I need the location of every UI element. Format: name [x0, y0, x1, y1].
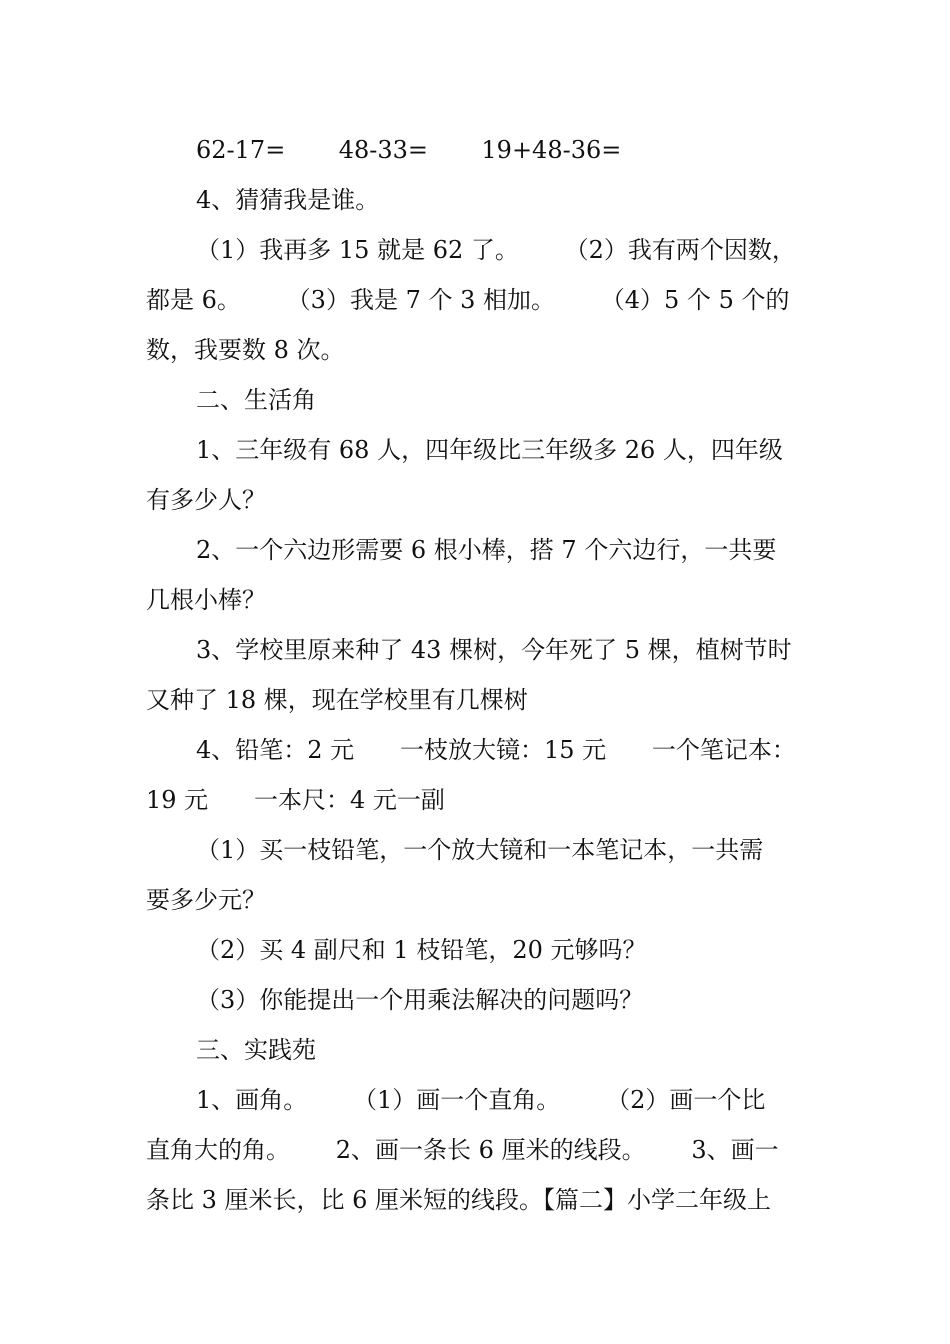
text-line: 4、猜猜我是谁。 [196, 186, 380, 214]
text-line: （1）买一枝铅笔，一个放大镜和一本笔记本，一共需 [196, 836, 764, 864]
text-line: 62-17= 48-33= 19+48-36= [196, 136, 622, 164]
text-line: 要多少元？ [146, 886, 266, 914]
text-line: 几根小棒？ [146, 586, 266, 614]
text-line: 都是 6。 （3）我是 7 个 3 相加。 （4）5 个 5 个的 [146, 286, 790, 314]
text-line: 又种了 18 棵，现在学校里有几棵树 [146, 686, 528, 714]
text-line: 条比 3 厘米长，比 6 厘米短的线段。【篇二】小学二年级上 [146, 1186, 772, 1214]
section-heading: 三、实践苑 [196, 1036, 316, 1064]
text-line: 4、铅笔：2 元 一枝放大镜：15 元 一个笔记本： [196, 736, 796, 764]
text-line: （1）我再多 15 就是 62 了。 （2）我有两个因数， [196, 236, 796, 264]
text-line: 1、画角。 （1）画一个直角。 （2）画一个比 [196, 1086, 766, 1114]
text-line: 数，我要数 8 次。 [146, 336, 345, 364]
text-line: （3）你能提出一个用乘法解决的问题吗？ [196, 986, 644, 1014]
text-line: 19 元 一本尺：4 元一副 [146, 786, 445, 814]
text-line: 直角大的角。 2、画一条长 6 厘米的线段。 3、画一 [146, 1136, 779, 1164]
text-line: 3、学校里原来种了 43 棵树，今年死了 5 棵，植树节时 [196, 636, 792, 664]
text-line: 1、三年级有 68 人，四年级比三年级多 26 人，四年级 [196, 436, 783, 464]
text-line: （2）买 4 副尺和 1 枝铅笔，20 元够吗？ [196, 936, 647, 964]
text-line: 2、一个六边形需要 6 根小棒，搭 7 个六边行，一共要 [196, 536, 777, 564]
section-heading: 二、生活角 [196, 386, 316, 414]
text-line: 有多少人？ [146, 486, 266, 514]
